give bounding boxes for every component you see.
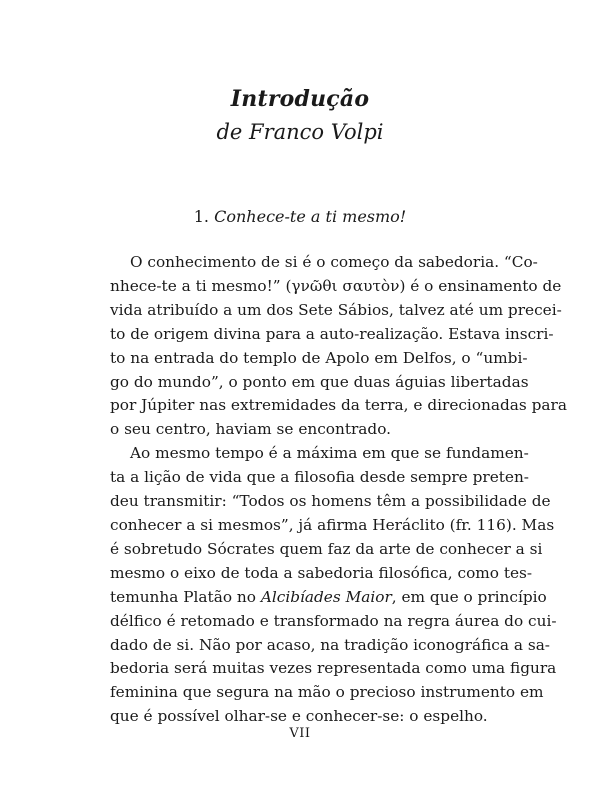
text-line: to na entrada do templo de Apolo em Delfos, o “umbi- (110, 348, 528, 367)
section-heading (0, 207, 600, 226)
text-line: bedoria será muitas vezes representada como uma figura (110, 659, 557, 678)
text-line: vida atribuído a um dos Sete Sábios, talvez até um precei- (110, 300, 562, 319)
section-number: 1. (193, 207, 210, 226)
text-line: Ao mesmo tempo é a máxima em que se fundamen- (130, 444, 529, 463)
text-line: dado de si. Não por acaso, na tradição iconográfica a sa- (110, 635, 550, 654)
text-line: conhecer a si mesmos”, já afirma Heráclito (fr. 116). Mas (110, 515, 555, 534)
text-span: temunha Platão no (110, 587, 261, 606)
text-line: o seu centro, haviam se encontrado. (110, 420, 392, 439)
text-line: deu transmitir: “Todos os homens têm a possibilidade de (110, 492, 551, 511)
text-line: por Júpiter nas extremidades da terra, e direcionadas para (110, 396, 567, 415)
chapter-title: Introdução (230, 86, 370, 112)
text-line (110, 586, 547, 610)
text-line: to de origem divina para a auto-realização. Estava inscri- (110, 324, 554, 343)
text-line: é sobretudo Sócrates quem faz da arte de conhecer a si (110, 539, 543, 558)
text-line: O conhecimento de si é o começo da sabedoria. “Co- (130, 253, 538, 271)
text-line: nhece-te a ti mesmo!” (γνῶθι σαυτὸν) é o ensinamento de (110, 276, 562, 295)
text-line: go do mundo”, o ponto em que duas águias libertadas (110, 372, 529, 391)
book-title-reference: Alcibíades Maior (260, 587, 392, 606)
chapter-author: de Franco Volpi (216, 120, 384, 144)
text-line: délfico é retomado e transformado na regra áurea do cui- (110, 611, 557, 630)
text-line: mesmo o eixo de toda a sabedoria filosófica, como tes- (110, 563, 533, 582)
text-line: que é possível olhar-se e conhecer-se: o espelho. (110, 707, 488, 726)
text-line: ta a lição de vida que a filosofia desde sempre preten- (110, 468, 529, 487)
paragraph (110, 251, 567, 442)
text-line: feminina que segura na mão o precioso instrumento em (110, 683, 544, 702)
section-title: Conhece-te a ti mesmo! (214, 207, 407, 226)
paragraph (110, 442, 557, 729)
page-number: VII (289, 726, 311, 741)
text-span: , em que o princípio (391, 587, 547, 606)
body-text (110, 251, 567, 729)
